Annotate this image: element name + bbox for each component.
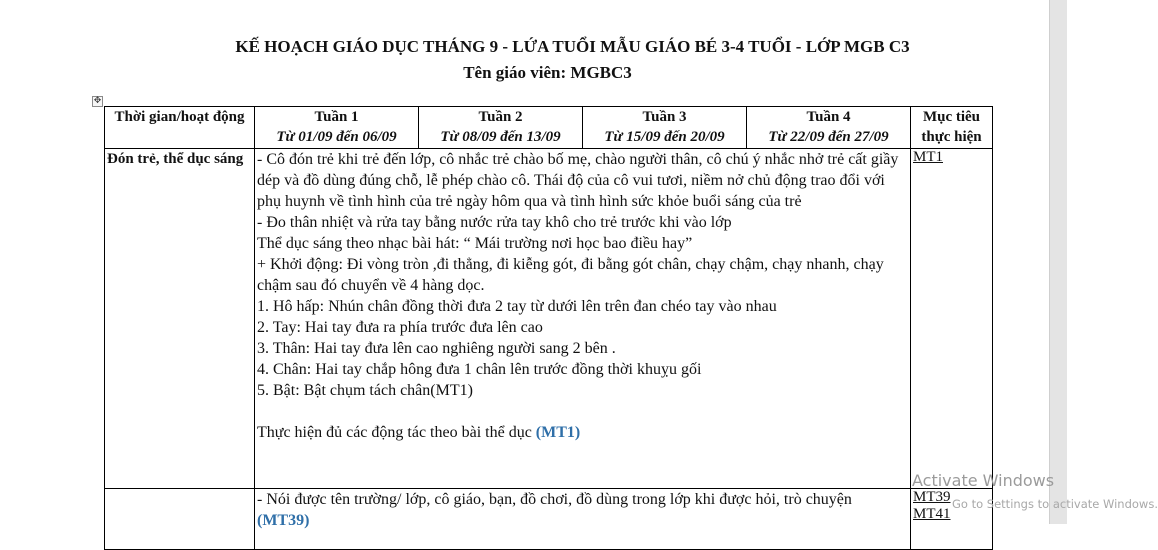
week-4-range: Từ 22/09 đến 27/09 [768,129,889,145]
content-line: 2. Tay: Hai tay đưa ra phía trước đưa lên cao [257,319,543,336]
week-2-name: Tuần 2 [478,109,523,125]
content-line: - Cô đón trẻ khi trẻ đến lớp, cô nhắc trẻ chào bố mẹ, chào người thân, cô chú ý nhắc nhở trẻ cất giầy dép và đồ dùng đúng chỗ, lễ phép chào cô. Thái độ của cô vui tươi, niềm nở chủ động trao đổi với phụ huynh về tình hình của trẻ ngày hôm qua và tình hình sức khỏe buổi sáng của trẻ [257,151,899,210]
table-header-row [105,107,993,149]
table-move-handle-icon[interactable]: ✥ [93,96,102,106]
content-line: 3. Thân: Hai tay đưa lên cao nghiêng người sang 2 bên . [257,340,616,357]
header-week-1 [255,107,419,149]
content-line: - Đo thân nhiệt và rửa tay bằng nước rửa tay khô cho trẻ trước khi vào lớp [257,214,732,231]
week-3-name: Tuần 3 [642,109,687,125]
content-line [257,489,908,531]
table-row [105,489,993,550]
content-line-closing [257,422,908,443]
row-content-next [255,489,911,550]
goal-reference: (MT39) [257,512,310,529]
header-week-2 [419,107,583,149]
closing-text: Thực hiện đủ các động tác theo bài thể dục [257,424,536,441]
goal-link-mt41[interactable]: MT41 [913,506,951,522]
week-1-name: Tuần 1 [314,109,359,125]
row-label-morning: Đón trẻ, thể dục sáng [105,149,255,489]
row-content-morning [255,149,911,489]
content-line: Thể dục sáng theo nhạc bài hát: “ Mái trường nơi học bao điều hay” [257,235,693,252]
week-3-range: Từ 15/09 đến 20/09 [604,129,725,145]
content-line: 5. Bật: Bật chụm tách chân(MT1) [257,382,473,399]
week-4-name: Tuần 4 [806,109,851,125]
activate-windows-watermark: Activate Windows [912,471,1055,490]
document-title: KẾ HOẠCH GIÁO DỤC THÁNG 9 - LỨA TUỔI MẪU GIÁO BÉ 3-4 TUỔI - LỚP MGB C3 [235,37,910,56]
table-row [105,149,993,489]
content-text: - Nói được tên trường/ lớp, cô giáo, bạn, đồ chơi, đồ dùng trong lớp khi được hỏi, trò chuyện [257,491,852,508]
header-week-4 [747,107,911,149]
row-label-next [105,489,255,550]
header-goal: Mục tiêu thực hiện [911,107,993,149]
blank-line [257,401,908,422]
row-goals-morning [911,149,993,489]
header-week-3 [583,107,747,149]
content-line: + Khởi động: Đi vòng tròn ,đi thẳng, đi kiễng gót, đi bằng gót chân, chạy chậm, chạy nhanh, chạy chậm sau đó chuyển về 4 hàng dọc. [257,256,884,294]
goal-link-mt1[interactable]: MT1 [913,149,943,165]
activate-windows-hint: Go to Settings to activate Windows. [952,497,1158,511]
document-subtitle: Tên giáo viên: MGBC3 [463,63,632,82]
content-line: 4. Chân: Hai tay chắp hông đưa 1 chân lên trước đồng thời khuỵu gối [257,361,702,378]
week-2-range: Từ 08/09 đến 13/09 [440,129,561,145]
week-1-range: Từ 01/09 đến 06/09 [276,129,397,145]
education-plan-table [104,106,993,550]
goal-reference: (MT1) [535,424,581,441]
goal-link-mt39[interactable]: MT39 [913,489,951,505]
header-activity: Thời gian/hoạt động [105,107,255,149]
content-line: 1. Hô hấp: Nhún chân đồng thời đưa 2 tay từ dưới lên trên đan chéo tay vào nhau [257,298,777,315]
